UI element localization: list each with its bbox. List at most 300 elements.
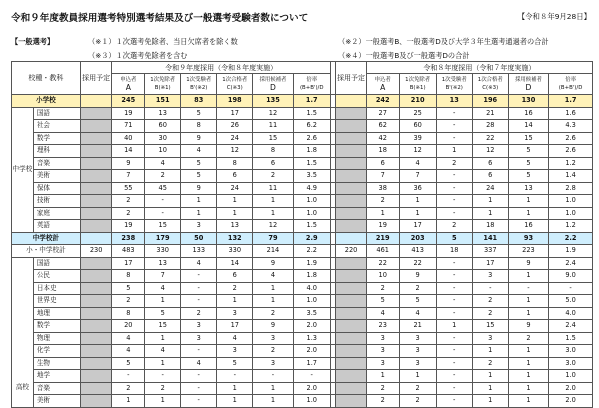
table-row [12,282,593,295]
value-cell: 1 [436,145,472,158]
value-cell: 1.7 [293,95,330,108]
value-cell: 16 [508,107,548,120]
value-cell: 3.5 [293,307,330,320]
value-cell: - [436,282,472,295]
plan-cell [336,370,367,383]
value-cell: 38 [366,182,399,195]
value-cell: 196 [472,95,508,108]
table-row [12,107,593,120]
header-candidates-left: 採用候補者 D [253,74,293,95]
value-cell: 71 [112,120,145,133]
value-cell: 25 [399,107,436,120]
value-cell: 4 [399,157,436,170]
value-cell: 1.6 [549,107,593,120]
value-cell: - [436,357,472,370]
value-cell: 135 [253,95,293,108]
plan-cell [336,345,367,358]
value-cell: 413 [399,245,436,258]
subject-name: 音楽 [33,157,80,170]
value-cell: 42 [366,132,399,145]
table-row [12,145,593,158]
plan-cell [80,195,112,208]
plan-cell [80,107,112,120]
value-cell: 26 [217,120,253,133]
header-exempt-left: 1次免除者 B(※1) [145,74,181,95]
value-cell: - [436,270,472,283]
header-plan-left: 採用予定 [80,62,112,95]
subject-name: 国語 [33,257,80,270]
table-row [12,395,593,408]
value-cell: 3 [399,332,436,345]
value-cell: 1 [508,395,548,408]
table-row [12,307,593,320]
value-cell: 9 [181,132,217,145]
plan-cell [336,332,367,345]
value-cell: 3.0 [549,357,593,370]
value-cell: 4 [181,357,217,370]
header-exempt-right: 1次免除者 B(※1) [399,74,436,95]
value-cell: 238 [112,232,145,245]
value-cell: 8 [112,307,145,320]
value-cell: 1 [472,345,508,358]
value-cell: 14 [217,257,253,270]
value-cell: 21 [399,320,436,333]
value-cell: 461 [366,245,399,258]
plan-cell [80,120,112,133]
value-cell: 1 [366,370,399,383]
value-cell: 15 [145,320,181,333]
plan-cell [336,320,367,333]
value-cell: 242 [366,95,399,108]
table-row [12,345,593,358]
plan-cell [336,232,367,245]
value-cell: 2 [472,295,508,308]
value-cell: 10 [145,145,181,158]
value-cell: 1.9 [293,257,330,270]
value-cell: - [436,182,472,195]
value-cell: 2 [366,395,399,408]
value-cell: 3 [181,332,217,345]
table-row [12,170,593,183]
value-cell: 330 [217,245,253,258]
value-cell: 8 [253,145,293,158]
value-cell: 3 [399,345,436,358]
plan-cell [336,395,367,408]
value-cell: - [145,195,181,208]
subject-name: 生物 [33,357,80,370]
value-cell: 2.0 [549,382,593,395]
value-cell: 3 [366,345,399,358]
value-cell: 1 [508,295,548,308]
value-cell: 4 [145,345,181,358]
value-cell: 4 [217,332,253,345]
subject-name: 数学 [33,320,80,333]
value-cell: 1.8 [293,270,330,283]
value-cell: 40 [112,132,145,145]
value-cell: 1.8 [293,145,330,158]
value-cell: 5 [181,107,217,120]
value-cell: 12 [399,145,436,158]
value-cell: 1.7 [549,95,593,108]
value-cell: 19 [112,220,145,233]
value-cell: 9 [112,157,145,170]
value-cell: 13 [217,220,253,233]
value-cell: - [472,282,508,295]
header-examinee-right: 1次受験者 B'(※2) [436,74,472,95]
value-cell: 5 [508,145,548,158]
table-row [12,95,593,108]
value-cell: - [145,370,181,383]
value-cell: - [436,395,472,408]
value-cell: 245 [112,95,145,108]
value-cell: 11 [253,120,293,133]
value-cell: 2 [436,220,472,233]
value-cell: 132 [217,232,253,245]
value-cell: - [436,345,472,358]
value-cell: 17 [472,257,508,270]
value-cell: 203 [399,232,436,245]
value-cell: 23 [366,320,399,333]
value-cell: 1 [217,195,253,208]
value-cell: 1 [253,395,293,408]
subject-name: 国語 [33,107,80,120]
value-cell: 1 [217,395,253,408]
table-row [12,220,593,233]
value-cell: 9.0 [549,270,593,283]
value-cell: 24 [217,132,253,145]
value-cell: 1 [472,395,508,408]
note-4: （※４）一般選考B及び一般選考Dの合計 [338,51,470,60]
value-cell: - [181,270,217,283]
plan-cell: 220 [336,245,367,258]
value-cell: 13 [436,95,472,108]
value-cell: 3.0 [549,345,593,358]
value-cell: 1 [508,382,548,395]
plan-cell: 230 [80,245,112,258]
value-cell: 8 [181,120,217,133]
value-cell: 6 [472,157,508,170]
table-row [12,295,593,308]
table-row [12,370,593,383]
value-cell: 210 [399,95,436,108]
value-cell: 2.2 [549,232,593,245]
value-cell: - [436,370,472,383]
value-cell: 2.8 [549,182,593,195]
value-cell: 4 [181,257,217,270]
header-ratio-right: 倍率 (B+B')/D [549,74,593,95]
value-cell: 1 [253,295,293,308]
value-cell: 1 [253,195,293,208]
value-cell: 8 [112,270,145,283]
value-cell: 1 [217,382,253,395]
subject-name: 数学 [33,132,80,145]
value-cell: 2 [472,307,508,320]
value-cell: 17 [217,107,253,120]
value-cell: 1 [508,370,548,383]
value-cell: 1 [145,295,181,308]
plan-cell [80,145,112,158]
value-cell: 14 [508,120,548,133]
value-cell: 5 [399,295,436,308]
plan-cell [80,270,112,283]
table-row [12,320,593,333]
value-cell: - [436,195,472,208]
value-cell: 22 [366,257,399,270]
value-cell: 60 [145,120,181,133]
value-cell: 1 [253,282,293,295]
value-cell: 4.3 [549,120,593,133]
plan-cell [336,295,367,308]
table-row [12,195,593,208]
plan-cell [80,282,112,295]
value-cell: 4 [399,307,436,320]
plan-cell [336,270,367,283]
plan-cell [336,195,367,208]
value-cell: 28 [472,120,508,133]
school-group-high: 高校 [12,257,34,407]
value-cell: 1 [145,395,181,408]
plan-cell [336,157,367,170]
value-cell: 2.0 [293,382,330,395]
value-cell: 1 [472,370,508,383]
plan-cell [336,132,367,145]
subject-name: 公民 [33,270,80,283]
value-cell: 2 [399,395,436,408]
value-cell: 3.5 [293,170,330,183]
plan-cell [336,220,367,233]
header-candidates-right: 採用候補者 D [508,74,548,95]
value-cell: 2 [112,382,145,395]
value-cell: 11 [253,182,293,195]
page-title: 令和９年度教員採用選考特別選考結果及び一般選考受験者数について [11,13,309,24]
header-pass1-right: 1次合格者 C(※3) [472,74,508,95]
value-cell: 6 [253,157,293,170]
value-cell: 151 [145,95,181,108]
value-cell: 5 [436,232,472,245]
value-cell: 1 [472,207,508,220]
value-cell: 8 [217,157,253,170]
value-cell: 5 [508,157,548,170]
value-cell: 2 [181,307,217,320]
value-cell: 10 [366,270,399,283]
value-cell: 5.0 [549,295,593,308]
table-body [12,95,593,408]
value-cell: - [181,382,217,395]
value-cell: 1 [145,357,181,370]
value-cell: 1.0 [293,195,330,208]
value-cell: 5 [112,357,145,370]
note-3: （※３）１次選考免除者を含む [88,51,188,60]
value-cell: 2.6 [549,145,593,158]
header-plan-right: 採用予定 [336,62,367,95]
value-cell: 17 [217,320,253,333]
value-cell: 3 [181,320,217,333]
value-cell: - [253,370,293,383]
value-cell: - [436,382,472,395]
header-apply-right: 申込者 A [366,74,399,95]
value-cell: 3 [472,332,508,345]
plan-cell [336,107,367,120]
value-cell: 13 [508,182,548,195]
general-selection-tag: 【一般選考】 [11,37,55,46]
value-cell: 2.6 [549,132,593,145]
value-cell: 2 [253,345,293,358]
value-cell: 83 [181,95,217,108]
value-cell: 3 [366,332,399,345]
plan-cell [80,170,112,183]
value-cell: 9 [253,320,293,333]
value-cell: 18 [472,220,508,233]
value-cell: 4 [112,345,145,358]
table-row [12,332,593,345]
value-cell: - [436,307,472,320]
value-cell: 2 [366,282,399,295]
plan-cell [80,182,112,195]
value-cell: 3 [253,357,293,370]
subject-name: 英語 [33,220,80,233]
value-cell: 21 [472,107,508,120]
value-cell: 1 [508,207,548,220]
value-cell: 2 [366,382,399,395]
value-cell: 1.0 [293,207,330,220]
plan-cell [336,307,367,320]
value-cell: 1.0 [293,395,330,408]
plan-cell [80,320,112,333]
value-cell: 2 [399,382,436,395]
value-cell: 1.9 [549,245,593,258]
value-cell: - [181,370,217,383]
table-row [12,257,593,270]
value-cell: 15 [472,320,508,333]
plan-cell [336,170,367,183]
value-cell: - [549,282,593,295]
value-cell: 1.0 [293,295,330,308]
value-cell: 330 [145,245,181,258]
value-cell: 12 [253,107,293,120]
header-school-subject: 校種・教科 [12,62,81,95]
table-row [12,120,593,133]
value-cell: 12 [472,145,508,158]
value-cell: 219 [366,232,399,245]
value-cell: - [436,332,472,345]
value-cell: 3 [472,270,508,283]
value-cell: 1.0 [549,370,593,383]
subject-name: 地理 [33,307,80,320]
note-1: （※１）１次選考免除者、当日欠席者を除く数 [88,37,238,46]
value-cell: 1 [472,195,508,208]
value-cell: 30 [145,132,181,145]
value-cell: - [436,207,472,220]
table-row [12,245,593,258]
value-cell: 5 [508,170,548,183]
value-cell: 3 [181,220,217,233]
plan-cell [336,257,367,270]
value-cell: 2.0 [549,395,593,408]
value-cell: 3 [217,345,253,358]
table-row [12,270,593,283]
value-cell: 15 [145,220,181,233]
value-cell: 19 [112,107,145,120]
plan-cell [336,357,367,370]
date-label: 【令和８年9月28日】 [517,12,591,21]
note-2: （※２）一般選考B、一般選考D及び大学３年生選考通過者の合計 [338,37,549,46]
plan-cell [80,382,112,395]
value-cell: - [181,295,217,308]
value-cell: 2.4 [549,320,593,333]
value-cell: 2 [436,157,472,170]
value-cell: - [436,257,472,270]
subject-name: 社会 [33,120,80,133]
value-cell: 1.5 [293,157,330,170]
value-cell: 1 [181,207,217,220]
subject-name: 物理 [33,332,80,345]
value-cell: 79 [253,232,293,245]
value-cell: 9 [253,257,293,270]
value-cell: 12 [217,145,253,158]
value-cell: 2 [112,295,145,308]
plan-cell [80,95,112,108]
plan-cell [80,307,112,320]
value-cell: - [436,170,472,183]
value-cell: 214 [253,245,293,258]
value-cell: - [181,345,217,358]
value-cell: 62 [366,120,399,133]
value-cell: 1.4 [549,170,593,183]
value-cell: 13 [145,257,181,270]
plan-cell [80,220,112,233]
plan-cell [336,382,367,395]
plan-cell [80,345,112,358]
value-cell: 1 [181,195,217,208]
value-cell: 7 [112,170,145,183]
plan-cell [336,120,367,133]
value-cell: 14 [112,145,145,158]
plan-cell [80,157,112,170]
subject-name: 理科 [33,145,80,158]
value-cell: 1 [508,195,548,208]
value-cell: 6 [366,157,399,170]
plan-cell [80,357,112,370]
table-row [12,182,593,195]
value-cell: 1 [508,357,548,370]
value-cell: 4.9 [293,182,330,195]
value-cell: 1 [472,382,508,395]
value-cell: 5 [217,357,253,370]
subject-name: 家庭 [33,207,80,220]
value-cell: 2 [112,195,145,208]
value-cell: 4 [366,307,399,320]
value-cell: - [508,282,548,295]
plan-cell [80,132,112,145]
value-cell: 1.3 [293,332,330,345]
value-cell: 1.2 [549,220,593,233]
value-cell: 13 [145,107,181,120]
value-cell: - [181,282,217,295]
value-cell: 7 [145,270,181,283]
value-cell: 2 [472,357,508,370]
header-apply-left: 申込者 A [112,74,145,95]
value-cell: 24 [472,182,508,195]
table-row [12,382,593,395]
value-cell: 1 [217,207,253,220]
value-cell: 4 [112,332,145,345]
plan-cell [336,207,367,220]
value-cell: 1 [436,320,472,333]
value-cell: 2 [145,382,181,395]
value-cell: 6 [217,270,253,283]
value-cell: 2.9 [293,232,330,245]
value-cell: 24 [217,182,253,195]
